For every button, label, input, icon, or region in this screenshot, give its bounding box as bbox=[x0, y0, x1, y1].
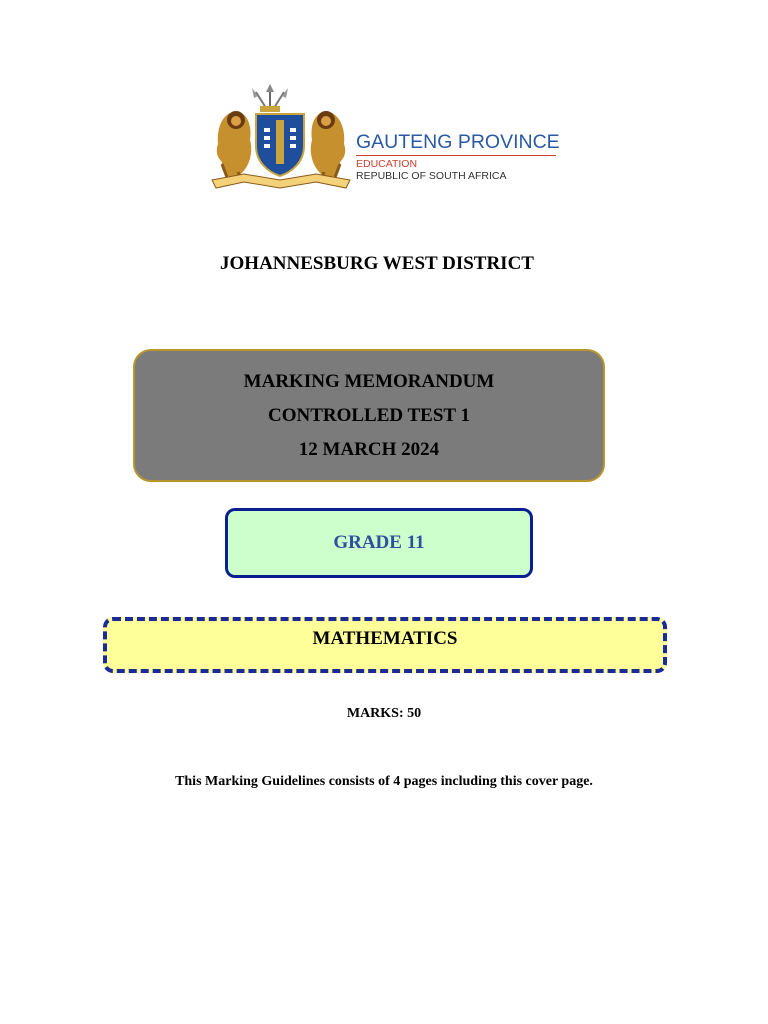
coat-of-arms-icon bbox=[208, 84, 354, 192]
memo-title: MARKING MEMORANDUM bbox=[243, 370, 495, 392]
memo-box bbox=[133, 349, 605, 482]
page-count-note: This Marking Guidelines consists of 4 pages including this cover page. bbox=[175, 774, 593, 789]
subject-box bbox=[103, 617, 667, 673]
test-date: 12 MARCH 2024 bbox=[298, 438, 440, 460]
grade-label: GRADE 11 bbox=[333, 532, 425, 553]
logo-rule bbox=[356, 155, 556, 156]
district-title: JOHANNESBURG WEST DISTRICT bbox=[220, 253, 534, 274]
marks-label: MARKS: 50 bbox=[346, 706, 422, 721]
test-name: CONTROLLED TEST 1 bbox=[267, 404, 471, 426]
grade-box bbox=[225, 508, 533, 578]
province-name: GAUTENG PROVINCE bbox=[356, 131, 560, 153]
education-label: EDUCATION bbox=[356, 158, 418, 170]
logo-text bbox=[356, 130, 560, 182]
subject-label: MATHEMATICS bbox=[312, 628, 458, 649]
gauteng-logo bbox=[208, 84, 560, 192]
country-label: REPUBLIC OF SOUTH AFRICA bbox=[356, 170, 507, 182]
